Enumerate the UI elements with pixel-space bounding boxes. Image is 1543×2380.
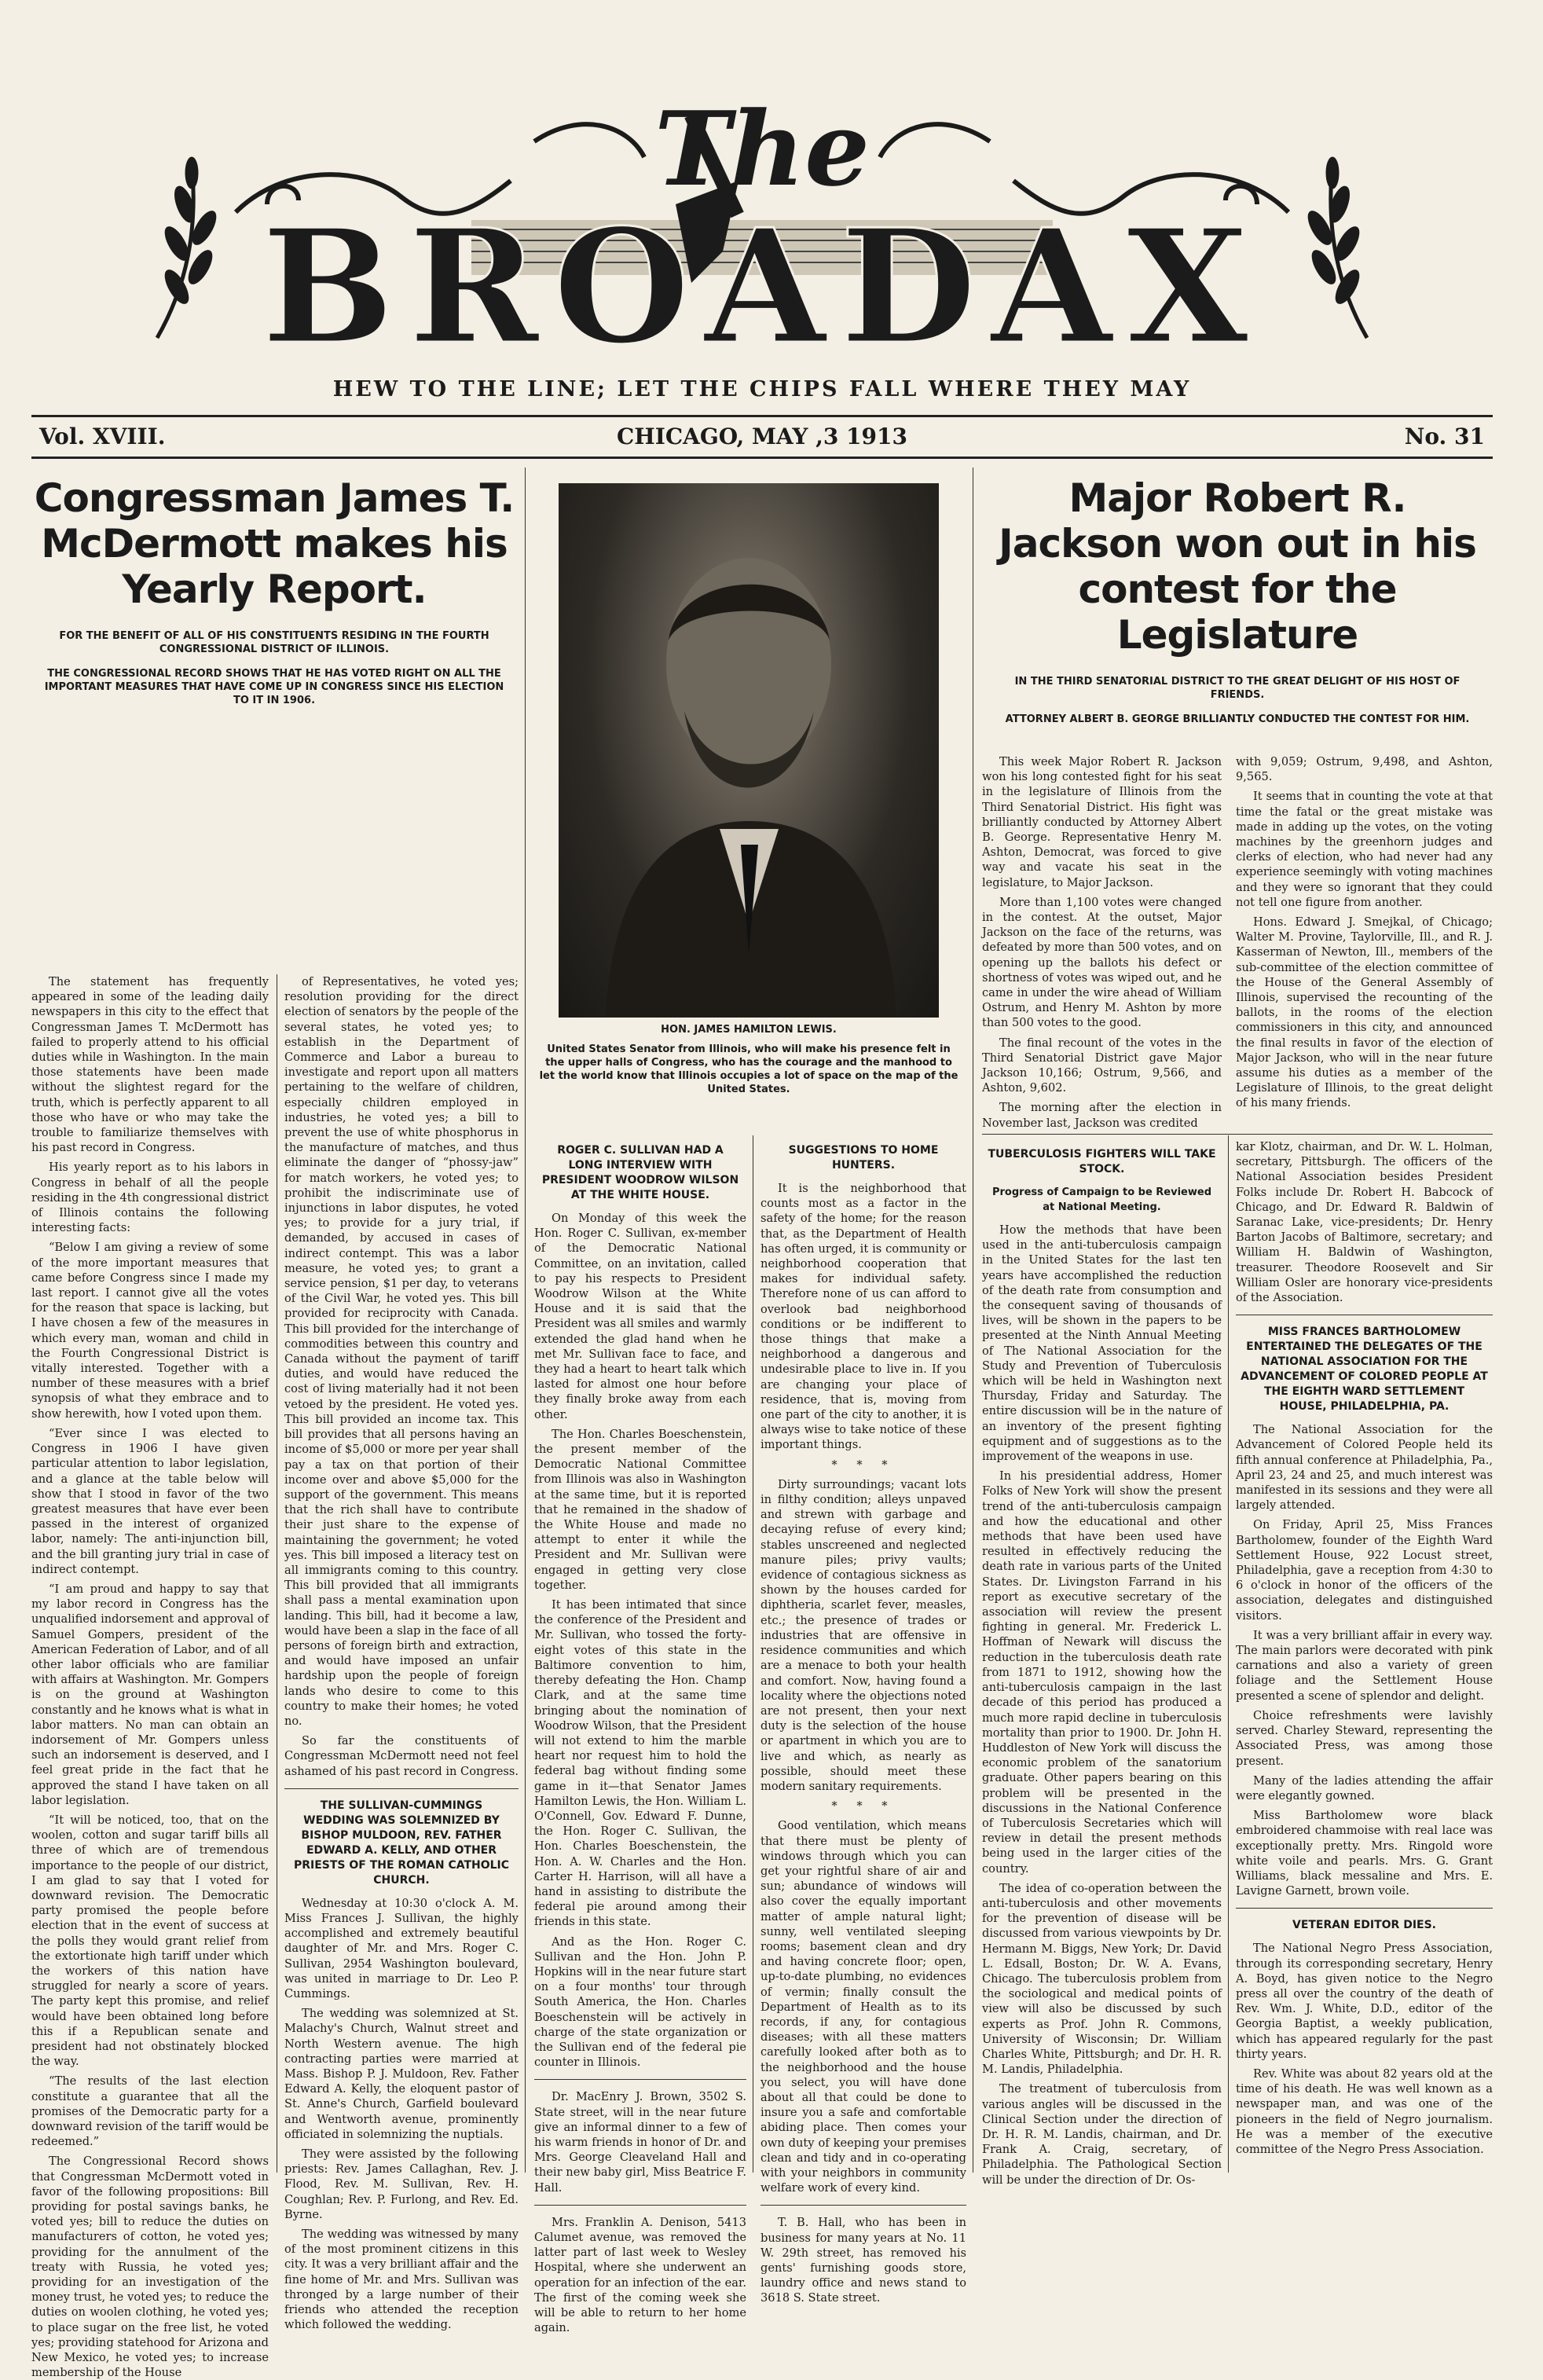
paragraph: It was a very brilliant affair in every way. The main parlors were decorated with pink carnations and also a variety of green foliage and the Settlement House presented a scene of splendor and delight. <box>1236 1628 1493 1703</box>
bartholomew-headline: MISS FRANCES BARTHOLOMEW ENTERTAINED THE DELEGATES OF THE NATIONAL ASSOCIATION FOR THE ADVANCEMENT OF COLORED PEOPLE AT THE EIGHTH WARD SETTLEMENT HOUSE, PHILADELPHIA, PA. <box>1241 1326 1488 1414</box>
right-deck-2: ATTORNEY ALBERT B. GEORGE BRILLIANTLY CONDUCTED THE CONTEST FOR HIM. <box>1005 713 1470 725</box>
paragraph: The wedding was witnessed by many of the most prominent citizens in this city. It was a very brilliant affair and the fine home of Mr. and Mrs. Sullivan was thronged by a large number of their friends who attended the reception which followed the wedding. <box>284 2228 519 2332</box>
paragraph: On Monday of this week the Hon. Roger C. Sullivan, ex-member of the Democratic National Committee, on an invitation, called to pay his respects to President Woodrow Wilson at the White House and it is said that the President was all smiles and warmly extended the glad hand when he met Mr. Sullivan face to face, and they had a heart to heart talk which lasted for almost one hour before they finally broke away from each other. <box>534 1212 746 1421</box>
masthead <box>31 47 1493 416</box>
paragraph: Mrs. Franklin A. Denison, 5413 Calumet avenue, was removed the latter part of last week to Wesley Hospital, where she underwent an operation for an infection of the ear. The first of the coming week she will be able to return to her home again. <box>534 2215 746 2335</box>
paragraph: They were assisted by the following priests: Rev. James Callaghan, Rev. J. Flood, Rev. M. Sullivan, Rev. H. Coughlan; Rev. P. Furlong, and Rev. Ed. Byrne. <box>284 2147 519 2221</box>
paragraph: “Ever since I was elected to Congress in 1906 I have given particular attention to labor legislation, and a glance at the table below will show that I stood in favor of the two greatest measures that have ever been passed in the interest of organized labor, namely: The anti-injunction bill, and the bill granting jury trial in case of indirect contempt. <box>31 1426 269 1576</box>
divider <box>982 1134 1493 1135</box>
volume-label: Vol. XVIII. <box>39 424 166 449</box>
portrait-silhouette <box>559 483 939 1018</box>
tuberculosis-subhead: Progress of Campaign to be Reviewed at National Meeting. <box>991 1186 1212 1213</box>
paragraph: T. B. Hall, who has been in business for many years at No. 11 W. 29th street, has removed his gents' furnishing goods store, laundry office and news stand to 3618 S. State street. <box>761 2216 966 2305</box>
center-column-1 <box>534 1135 746 2335</box>
paragraph: The morning after the election in November last, Jackson was credited <box>982 1101 1222 1130</box>
left-deck-2: THE CONGRESSIONAL RECORD SHOWS THAT HE HAS VOTED RIGHT ON ALL THE IMPORTANT MEASURES THAT HAVE COME UP IN CONGRESS SINCE HIS ELECTION TO IT IN 1906. <box>44 668 504 706</box>
paragraph: with 9,059; Ostrum, 9,498, and Ashton, 9,565. <box>1236 755 1493 784</box>
paragraph: Choice refreshments were lavishly served. Charley Steward, representing the Associated Press, was among those present. <box>1236 1708 1493 1768</box>
issue-date: CHICAGO, MAY ,3 1913 <box>617 424 907 449</box>
paragraph: Miss Bartholomew wore black embroidered chammoise with real lace was exceptionally pretty. Mrs. Ringold wore white voile and pearls. Mrs. G. Grant Williams, black messaline and Mrs. E. Lavigne Garnett, brown voile. <box>1236 1809 1493 1898</box>
paragraph: The National Negro Press Association, through its corresponding secretary, Henry A. Boyd, has given notice to the Negro press all over the country of the death of Rev. Wm. J. White, D.D., editor of the Georgia Baptist, a weekly publication, which has appeared regularly for the past thirty years. <box>1236 1942 1493 2061</box>
left-column-b <box>284 974 519 2332</box>
paragraph: of Representatives, he voted yes; resolution providing for the direct election of senators by the people of the several states, he voted yes; to establish in the Department of Commerce and Labor a bureau to investigate and report upon all matters pertaining to the welfare of children, especially children employed in industries, he voted yes; a bill to prevent the use of white phosphorus in the manufacture of matches, and thus eliminate the danger of “phossy-jaw” for match workers, he voted yes; to prohibit the indiscriminate use of injunctions in labor disputes, he voted yes; to provide for a jury trial, if demanded, by accused in cases of indirect contempt. This was a labor measure, he voted yes; to grant a service pension, $1 per day, to veterans of the Civil War, he voted yes. This bill provided for reciprocity with Canada. This bill provided for the interchange of commodities between this country and Canada without the payment of tariff duties, and would have reduced the cost of living materially had it not been vetoed by the president. He voted yes. This bill provided an income tax. This bill provides that all persons having an income of $5,000 or more per year shall pay a tax on that portion of their income over and above $5,000 for the support of the government. This means that the rich shall have to contribute their just share to the expense of maintaining the government; he voted yes. This bill imposed a literacy test on all immigrants coming to this country. This bill provided that all immigrants shall pass a mental examination upon landing. This bill, had it become a law, would have been a slap in the face of all persons of foreign birth and extraction, and would have imposed an unfair hardship upon the people of foreign lands who desire to come to this country to make their homes; he voted no. <box>284 975 519 1728</box>
divider <box>534 2205 746 2206</box>
left-deck-1: FOR THE BENEFIT OF ALL OF HIS CONSTITUENTS RESIDING IN THE FOURTH CONGRESSIONAL DISTRICT OF ILLINOIS. <box>59 630 489 655</box>
newspaper-page <box>31 47 1493 2380</box>
paragraph: It is the neighborhood that counts most as a factor in the safety of the home; for the reason that, as the Department of Health has often urged, it is community or neighborhood cooperation that makes for individual safety. Therefore none of us can afford to overlook bad neighborhood conditions or be indifferent to those things that make a neighborhood a dangerous and undesirable place to live in. If you are changing your place of residence, that is, moving from one part of the city to another, it is always wise to take notice of these important things. <box>761 1182 966 1452</box>
paragraph: In his presidential address, Homer Folks of New York will show the present trend of the anti-tuberculosis campaign and how the educational and other methods that have been used have resulted in effectively reducing the death rate in various parts of the United States. Dr. Livingston Farrand in his report as executive secretary of the association will review the present fighting in general. Mr. Frederick L. Hoffman of Newark will discuss the reduction in the tuberculosis death rate from 1871 to 1912, showing how the anti-tuberculosis campaign in the last decade of this period has produced a much more rapid decline in tuberculosis mortality than prior to 1900. Dr. John H. Huddleston of New York will discuss the economic problem of the sanatorium graduate. Other papers bearing on this problem will be presented in the discussions in the National Conference of Tuberculosis Secretaries which will review in detail the present methods being used in the larger cities of the country. <box>982 1469 1222 1876</box>
right-deck-1: IN THE THIRD SENATORIAL DISTRICT TO THE GREAT DELIGHT OF HIS HOST OF FRIENDS. <box>1014 676 1461 701</box>
paragraph: “The results of the last election constitute a guarantee that all the promises of the Democratic party for a downward revision of the tariff would be redeemed.” <box>31 2074 269 2149</box>
paragraph: Dirty surroundings; vacant lots in filthy condition; alleys unpaved and strewn with garbage and decaying refuse of every kind; stables unscreened and neglected manure piles; privy vaults; evidence of contagious sickness as shown by the houses carded for diphtheria, scarlet fever, measles, etc.; the presence of trades or industries that are offensive in residence communities and which are a menace to both your health and comfort. Now, having found a locality where the objections noted are not present, then your next duty is the selection of the house or apartment in which you are to live and which, as nearly as possible, should meet these modern sanitary requirements. <box>761 1477 966 1793</box>
paragraph: More than 1,100 votes were changed in the contest. At the outset, Major Jackson on the face of the returns, was defeated by more than 500 votes, and on opening up the ballots his defect or shortness of votes was wiped out, and he came in under the wire ahead of William Ostrum, and Henry M. Ashton by more than 500 votes to the good. <box>982 895 1222 1030</box>
divider <box>284 1788 519 1789</box>
left-article-head <box>31 468 517 970</box>
paragraph: It seems that in counting the vote at that time the fatal or the great mistake was made in adding up the votes, on the voting machines by the greenhorn judges and clerks of election, who had never had any experience seemingly with voting machines and they were so ignorant that they could not tell one figure from another. <box>1236 790 1493 909</box>
right-article-head <box>982 468 1493 750</box>
wedding-headline: THE SULLIVAN-CUMMINGS WEDDING WAS SOLEMNIZED BY BISHOP MULDOON, REV. FATHER EDWARD A. KELLY, AND OTHER PRIESTS OF THE ROMAN CATHOLIC CHURCH. <box>293 1799 510 1887</box>
paragraph: Dr. MacEnry J. Brown, 3502 S. State street, will in the near future give an informal dinner to a few of his warm friends in honor of Dr. and Mrs. George Cleaveland Hall and their new baby girl, Miss Beatrice F. Hall. <box>534 2090 746 2195</box>
portrait-photo <box>559 483 939 1018</box>
paragraph: kar Klotz, chairman, and Dr. W. L. Holman, secretary, Pittsburgh. The officers of the National Association besides President Folks include Dr. Robert H. Babcock of Chicago, and Dr. Edward R. Baldwin of Saranac Lake, vice-presidents; Dr. Henry Barton Jacobs of Baltimore, secretary; and William H. Baldwin of Washington, treasurer. Theodore Roosevelt and Sir William Osler are honorary vice-presidents of the Association. <box>1236 1140 1493 1305</box>
paragraph: So far the constituents of Congressman McDermott need not feel ashamed of his past record in Congress. <box>284 1734 519 1778</box>
paragraph: Hons. Edward J. Smejkal, of Chicago; Walter M. Provine, Taylorville, Ill., and R. J. Kasserman of Newton, Ill., members of the sub-committee of the election committee of the House of the General Assembly of Illinois, supervised the recounting of the ballots, in the rooms of the election commissioners in this city, and announced the final results in favor of the election of Major Jackson, who will in the near future assume his duties as a member of the Legislature of Illinois, to the great delight of his many friends. <box>1236 915 1493 1110</box>
paragraph: Good ventilation, which means that there must be plenty of windows through which you can get your rightful share of air and sun; abundance of windows will also cover the equally important matter of ample natural light; sunny, well ventilated sleeping rooms; basement clean and dry and having concrete floor; open, up-to-date plumbing, no evidences of vermin; finally consult the Department of Health as to its records, if any, for contagious diseases; with all these matters carefully looked after both as to the neighborhood and the house you select, you will have done about all that could be done to insure you a safe and comfortable abiding place. Then comes your own duty of keeping your premises clean and tidy and in co-operating with your neighbors in community welfare work of every kind. <box>761 1819 966 2195</box>
left-column-a <box>31 974 269 2380</box>
paragraph: This week Major Robert R. Jackson won his long contested fight for his seat in the legislature of Illinois from the Third Senatorial District. His fight was brilliantly conducted by Attorney Albert B. George. Representative Henry M. Ashton, Democrat, was forced to give way and vacate his seat in the legislature, to Major Jackson. <box>982 755 1222 889</box>
left-headline: Congressman James T. McDermott makes his Yearly Report. <box>34 475 515 612</box>
section-stars: * * * <box>831 1799 896 1813</box>
paragraph: “I am proud and happy to say that my labor record in Congress has the unqualified indorsement and approval of Samuel Gompers, president of the American Federation of Labor, and of all other labor officials who are familiar with affairs at Washington. Mr. Gompers is on the ground at Washington constantly and he knows what is what in labor matters. No man can obtain an indorsement of Mr. Gompers unless such an indorsement is deserved, and I feel great pride in the fact that he approved the stand I have taken on all labor legislation. <box>31 1582 269 1807</box>
paragraph: Rev. White was about 82 years old at the time of his death. He was well known as a newspaper man, and was one of the pioneers in the field of Negro journalism. He was a member of the executive committee of the Negro Press Association. <box>1236 2066 1493 2156</box>
divider <box>761 2205 966 2206</box>
masthead-art <box>31 47 1493 380</box>
right-column-2-top <box>1236 754 1493 1131</box>
tuberculosis-headline: TUBERCULOSIS FIGHTERS WILL TAKE STOCK. <box>988 1148 1216 1175</box>
masthead-the: The <box>654 89 870 209</box>
sullivan-headline: ROGER C. SULLIVAN HAD A LONG INTERVIEW WITH PRESIDENT WOODROW WILSON AT THE WHITE HOUSE. <box>541 1144 739 1201</box>
portrait-name: HON. JAMES HAMILTON LEWIS. <box>661 1024 837 1036</box>
right-headline: Major Robert R. Jackson won out in his contest for the Legislature <box>999 475 1476 658</box>
right-column-1-bottom <box>982 1139 1222 2187</box>
section-stars: * * * <box>831 1458 896 1472</box>
paragraph: “It will be noticed, too, that on the woolen, cotton and sugar tariff bills all three of which are of tremendous importance to the people of our district, I am glad to say that I voted for downward revision. The Democratic party promised the people before election that in the event of success at the polls they would grant relief from the extortionate high tariff under which the workers of this nation have struggled for nearly a score of years. The party kept this promise, and relief would have been obtained long before this if a Republican senate and president had not obstinately blocked the way. <box>31 1813 269 2069</box>
center-column-2 <box>761 1135 966 2305</box>
motto: HEW TO THE LINE; LET THE CHIPS FALL WHERE THEY MAY <box>332 377 1192 402</box>
paragraph: And as the Hon. Roger C. Sullivan and the Hon. John P. Hopkins will in the near future start on a four months' tour through South America, the Hon. Charles Boeschenstein will be actively in charge of the state organization or the Sullivan end of the federal pie counter in Illinois. <box>534 1934 746 2070</box>
paragraph: Wednesday at 10:30 o'clock A. M. Miss Frances J. Sullivan, the highly accomplished and extremely beautiful daughter of Mr. and Mrs. Roger C. Sullivan, 2954 Washington boulevard, was united in marriage to Dr. Leo P. Cummings. <box>284 1896 519 2000</box>
dateline-bar <box>31 415 1493 459</box>
right-wheat-ornament <box>1303 157 1367 338</box>
paragraph: The statement has frequently appeared in some of the leading daily newspapers in this city to the effect that Congressman James T. McDermott has failed to properly attend to his official duties while in Washington. In the main those statements have been made without the slightest regard for the truth, which is perfectly apparent to all those who have or who may take the trouble to familiarize themselves with his past record in Congress. <box>31 975 269 1155</box>
column-rule <box>525 468 526 2173</box>
paragraph: The final recount of the votes in the Third Senatorial District gave Major Jackson 10,166; Ostrum, 9,566, and Ashton, 9,602. <box>982 1036 1222 1095</box>
portrait-caption: United States Senator from Illinois, who will make his presence felt in the upper halls of Congress, who has the courage and the manhood to let the world know that Illinois occupies a lot of space on the map of the United States. <box>539 1043 958 1095</box>
paragraph: “Below I am giving a review of some of the more important measures that came before Congress since I made my last report. I cannot give all the votes for the reason that space is lacking, but I have chosen a few of the measures in which every man, woman and child in the Fourth Congressional District is vitally interested. Together with a number of these measures with a brief synopsis of what they embrace and to show herewith, how I voted upon them. <box>31 1241 269 1421</box>
column-rule <box>1228 1135 1229 2173</box>
paragraph: His yearly report as to his labors in Congress in behalf of all the people residing in the 4th congressional district of Illinois contains the following interesting facts: <box>31 1161 269 1235</box>
home-hunters-headline: SUGGESTIONS TO HOME HUNTERS. <box>788 1144 939 1172</box>
paragraph: How the methods that have been used in the anti-tuberculosis campaign in the United States for the last ten years have accomplished the reduction of the death rate from consumption and the consequent saving of thousands of lives, will be shown in the papers to be presented at the Ninth Annual Meeting of The National Association for the Study and Prevention of Tuberculosis which will be held in Washington next Thursday, Friday and Saturday. The entire discussion will be in the nature of an inventory of the present fighting equipment and of suggestions as to the improvement of the weapons in use. <box>982 1223 1222 1464</box>
masthead-title: BROADAX <box>261 195 1263 380</box>
divider <box>1236 1908 1493 1909</box>
portrait-block <box>537 483 961 1095</box>
divider <box>534 2079 746 2080</box>
right-column-2-bottom <box>1236 1139 1493 2173</box>
right-column-1-top <box>982 754 1222 1131</box>
paragraph: The Hon. Charles Boeschenstein, the present member of the Democratic National Committee from Illinois was also in Washington at the same time, but it is reported that he remained in the shadow of the White House and made no attempt to enter it while the President and Mr. Sullivan were engaged in getting very close together. <box>534 1427 746 1592</box>
paragraph: On Friday, April 25, Miss Frances Bartholomew, founder of the Eighth Ward Settlement House, 922 Locust street, Philadelphia, gave a reception from 4:30 to 6 o'clock in honor of the officers of the association, delegates and distinguished visitors. <box>1236 1518 1493 1623</box>
issue-number: No. 31 <box>1404 424 1485 449</box>
paragraph: The wedding was solemnized at St. Malachy's Church, Walnut street and North Western avenue. The high contracting parties were married at Mass. Bishop P. J. Muldoon, Rev. Father Edward A. Kelly, the eloquent pastor of St. Anne's Church, Garfield boulevard and Wentworth avenue, prominently officiated in solemnizing the nuptials. <box>284 2007 519 2141</box>
paragraph: The Congressional Record shows that Congressman McDermott voted in favor of the following propositions: Bill providing for postal savings banks, he voted yes; bill to reduce the duties on manufacturers of cotton, he voted yes; providing for the annulment of the treaty with Russia, he voted yes; providing for an investigation of the money trust, he voted yes; to reduce the duties on woolen clothing, he voted yes; to place sugar on the free list, he voted yes; providing statehood for Arizona and New Mexico, he voted yes; to increase membership of the House <box>31 2154 269 2380</box>
left-wheat-ornament <box>157 157 221 338</box>
paragraph: The National Association for the Advancement of Colored People held its fifth annual conference at Philadelphia, Pa., April 23, 24 and 25, and much interest was manifested in its sessions and they were all largely attended. <box>1236 1423 1493 1513</box>
paragraph: The treatment of tuberculosis from various angles will be discussed in the Clinical Section under the direction of Dr. H. R. M. Landis, chairman, and Dr. Frank A. Craig, secretary, of Philadelphia. The Pathological Section will be under the direction of Dr. Os- <box>982 2082 1222 2187</box>
paragraph: It has been intimated that since the conference of the President and Mr. Sullivan, who tossed the forty-eight votes of this state in the Baltimore convention to him, thereby defeating the Hon. Champ Clark, and at the same time bringing about the nomination of Woodrow Wilson, that the President will not extend to him the marble heart nor request him to hold the federal bag without finding some game in it—that Senator James Hamilton Lewis, the Hon. William L. O'Connell, Gov. Edward F. Dunne, the Hon. Roger C. Sullivan, the Hon. Charles Boeschenstein, the Hon. A. W. Charles and the Hon. Carter H. Harrison, will all have a hand in assisting to distribute the federal pie around among their friends in this state. <box>534 1598 746 1929</box>
paragraph: The idea of co-operation between the anti-tuberculosis and other movements for the prevention of disease will be discussed from various viewpoints by Dr. Hermann M. Biggs, New York; Dr. David L. Edsall, Boston; Dr. W. A. Evans, Chicago. The tuberculosis problem from the sociological and medical points of view will also be discussed by such experts as Prof. John R. Commons, University of Wisconsin; Dr. William Charles White, Pittsburgh; and Dr. H. R. M. Landis, Philadelphia. <box>982 1881 1222 2077</box>
paragraph: Many of the ladies attending the affair were elegantly gowned. <box>1236 1773 1493 1802</box>
veteran-editor-headline: VETERAN EDITOR DIES. <box>1292 1919 1436 1932</box>
